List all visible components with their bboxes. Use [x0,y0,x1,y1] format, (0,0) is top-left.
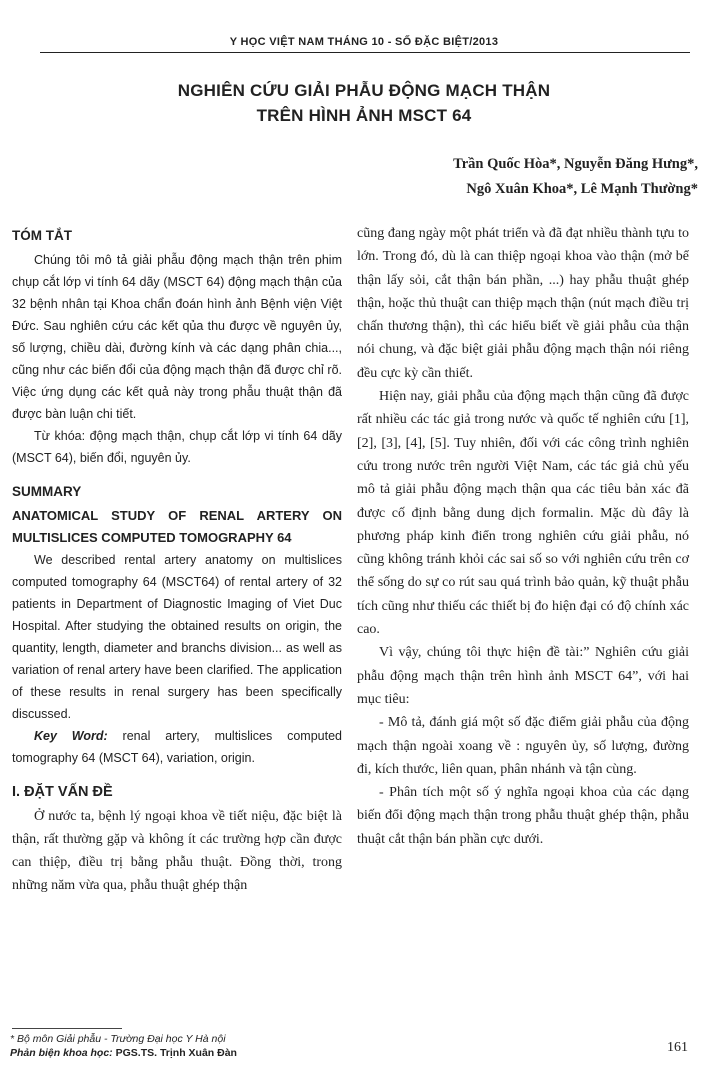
abstract-en-heading: SUMMARY [12,484,82,499]
affiliation-note: * Bộ môn Giải phẫu - Trường Đại học Y Hà nội [10,1033,226,1045]
article-title [0,78,728,128]
footnote-rule [12,1028,122,1029]
abstract-en-body: We described rental artery anatomy on multislices computed tomography 64 (MSCT64) of rental artery of 32 patients in Department of Diagnostic Imaging of Viet Duc Hospital. After studying the obtained results on origin, the quantity, length, diameter and branchs division... as well as variation of renal artery have been clarified. The application of these results in renal surgery has been specifically discussed. [12,553,342,721]
section-1-paragraph-3: Vì vậy, chúng tôi thực hiện đề tài:” Nghiên cứu giải phẫu động mạch thận trên hình ảnh MSCT 64”, với hai mục tiêu: [357,645,689,707]
abstract-en-keywords: renal artery, multislices computed tomography 64 (MSCT 64), variation, origin. [12,729,342,765]
keywords-label: Key Word: [34,729,108,743]
running-header: Y HỌC VIỆT NAM THÁNG 10 - SỐ ĐẶC BIỆT/2013 [229,36,499,48]
abstract-en-subtitle: ANATOMICAL STUDY OF RENAL ARTERY ON MULTISLICES COMPUTED TOMOGRAPHY 64 [12,508,342,545]
reviewer-label: Phản biện khoa học: [10,1047,113,1059]
page-number: 161 [667,1040,688,1055]
section-1-paragraph-2: Hiện nay, giải phẫu của động mạch thận cũng đã được rất nhiều các tác giả trong nước và quốc tế nghiên cứu [1], [2], [3], [4], [5]. Tuy nhiên, đối với các công trình nghiên cứu trong nước trên người Việt Nam, các tác giả chủ yếu mô tả giải phẫu động mạch thận qua các tiêu bản xác đã được cố định bằng dung dịch formalin. Mặc dù đây là phương pháp kinh điển trong nghiên cứu giải phẫu, nó cũng không tránh khỏi các sai số so với nghiên cứu trên cơ thể sống do sự co rút sau quá trình bảo quản, kỹ thuật phẫu tích cũng như thiếu các thiết bị đo hiện đại có độ chính xác cao. [357,389,689,638]
section-1-heading: I. ĐẶT VẤN ĐỀ [12,784,113,800]
right-column [357,222,689,851]
abstract-en-keywords-para [12,725,342,769]
abstract-vn-body: Chúng tôi mô tả giải phẫu động mạch thận trên phim chụp cắt lớp vi tính 64 dãy (MSCT 64) động mạch thận của 32 bệnh nhân tại Khoa chẩn đoán hình ảnh Bệnh viện Việt Đức. Sau nghiên cứu các kết qủa thu được về nguyên ủy, số lượng, chiều dài, đường kính và các dạng phân chia..., cũng như các biến đổi của động mạch thận đã được chỉ rõ. Việc ứng dụng các kết quả này trong phẫu thuật thận đã được bàn luận chi tiết. [12,253,342,421]
reviewer-name: PGS.TS. Trịnh Xuân Đàn [115,1047,237,1059]
spacer [12,769,342,781]
reviewer-note [10,1046,340,1060]
objective-2: - Phân tích một số ý nghĩa ngoại khoa của các dạng biến đổi động mạch thận trong phẫu thuật ghép thận, phẫu thuật cắt thận bán phần cực dưới. [357,785,689,847]
abstract-vn-heading: TÓM TẮT [12,228,72,243]
abstract-vn-keywords: Từ khóa: động mạch thận, chụp cắt lớp vi tính 64 dãy (MSCT 64), biến đổi, nguyên ủy. [12,429,342,465]
authors-line-2: Ngô Xuân Khoa*, Lê Mạnh Thường* [466,181,698,197]
footnotes [10,1032,340,1060]
title-line-2: TRÊN HÌNH ẢNH MSCT 64 [256,106,472,125]
spacer [12,469,342,481]
title-line-1: NGHIÊN CỨU GIẢI PHẪU ĐỘNG MẠCH THẬN [177,81,551,100]
section-1-paragraph-1-start: Ở nước ta, bệnh lý ngoại khoa về tiết niệu, đặc biệt là thận, rất thường gặp và không ít các trường hợp cần được can thiệp, điều trị bằng phẫu thuật. Đồng thời, trong những năm vừa qua, phẫu thuật ghép thận [12,809,342,893]
left-column [12,225,342,897]
header-rule [40,52,690,53]
objective-1: - Mô tả, đánh giá một số đặc điểm giải phẫu của động mạch thận ngoài xoang về : nguyên ủy, số lượng, đường đi, kích thước, liên quan, phân nhánh và tận cùng. [357,715,689,777]
section-1-paragraph-1-end: cũng đang ngày một phát triển và đã đạt nhiều thành tựu to lớn. Trong đó, dù là can thiệp ngoại khoa vào thận (mở bể thận lấy sỏi, cắt thận bán phần, ...) hay phẫu thuật ghép thận, hoặc thủ thuật can thiệp mạch thận (nút mạch điều trị chấn thương thận), thì các hiểu biết về giải phẫu của thận nói chung, và đặc biệt giải phẫu động mạch thận nói riêng đều cực kỳ cần thiết. [357,226,689,381]
author-list [453,152,698,202]
authors-line-1: Trần Quốc Hòa*, Nguyễn Đăng Hưng*, [453,156,698,172]
